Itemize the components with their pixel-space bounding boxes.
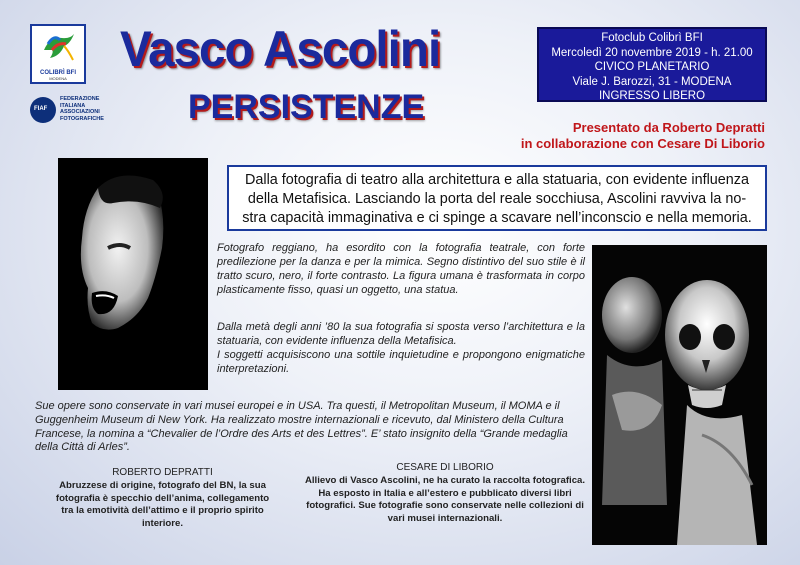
intro-box: Dalla fotografia di teatro alla architettura e alla statuaria, con evidente influenza della Metafisica. Lasciando la porta del reale socchiusa, Ascolini ravviva la no- stra capacità immaginativa e ci spinge a scavare nell’inconscio e nella memoria. — [227, 165, 767, 231]
depratti-bio — [50, 467, 275, 530]
depratti-name: ROBERTO DEPRATTI — [112, 467, 213, 478]
diliborio-text: Allievo di Vasco Ascolini, ne ha curato la raccolta fotografica. Ha esposto in Italia e all’estero e pubblicato diversi libri fotografici. Sue fotografie sono conservate nelle collezioni di vari musei internazionali. — [304, 475, 586, 524]
fiaf-text: FEDERAZIONE ITALIANA ASSOCIAZIONI FOTOGRAFICHE — [60, 96, 104, 122]
page-title: Vasco Ascolini — [120, 21, 441, 77]
collaboration: in collaborazione con Cesare Di Liborio — [520, 136, 765, 151]
diliborio-name: CESARE DI LIBORIO — [396, 462, 494, 473]
info-date: Mercoledì 20 novembre 2019 - h. 21.00 — [551, 46, 753, 59]
fiaf-logo — [30, 95, 104, 125]
hummingbird-icon — [40, 30, 76, 64]
diliborio-bio — [300, 462, 590, 525]
event-info-box — [537, 27, 767, 102]
info-club: Fotoclub Colibrì BFI — [601, 32, 703, 44]
bio-paragraph-1: Fotografo reggiano, ha esordito con la fotografia teatrale, con forte predilezione per la danza e per la mimica. Segno distintivo del suo stile è il tratto scuro, nero, il forte contrasto. La figura umana è trasformata in corpo plasticamente fisso, quasi un oggetto, una statua. — [217, 242, 585, 296]
depratti-text: Abruzzese di origine, fotografo del BN, la sua fotografia è specchio dell’anima, collegamento tra la emotività dell’attimo e il proprio spirito interiore. — [55, 480, 270, 529]
bio-paragraph-2: Dalla metà degli anni ’80 la sua fotografia si sposta verso l’architettura e la statuaria, con evidente influenza della Metafisica. I soggetti acquisiscono una sottile inquietudine e propongono enigmatiche interpretazioni. — [217, 321, 585, 375]
club-name: COLIBRÌ — [39, 70, 65, 76]
club-city: MODENA — [49, 76, 67, 81]
statues-photo — [592, 245, 767, 545]
info-entry: INGRESSO LIBERO — [598, 90, 706, 102]
info-address: Viale J. Barozzi, 31 - MODENA — [572, 75, 732, 88]
presenters — [470, 120, 765, 152]
presented-by: Presentato da Roberto Depratti — [572, 120, 765, 135]
colibri-logo: COLIBRÌ BFI MODENA — [30, 24, 86, 84]
works-paragraph: Sue opere sono conservate in vari musei europei e in USA. Tra questi, il Metropolitan Museum, il MOMA e il Guggenheim Museum di New York. Ha realizzato mostre internazionali e ricevuto, dal Ministero della Cultura Francese, la nomina a “Chevalier de l’Ordre des Arts et des Lettres”. E’ stato insignito della “Grande medaglia della Città di Arles”. — [35, 400, 568, 454]
info-venue: CIVICO PLANETARIO — [594, 61, 710, 73]
mime-portrait-photo — [58, 158, 208, 390]
exhibition-subtitle: PERSISTENZE — [188, 88, 425, 126]
fiaf-abbr: FIAF — [34, 106, 48, 112]
